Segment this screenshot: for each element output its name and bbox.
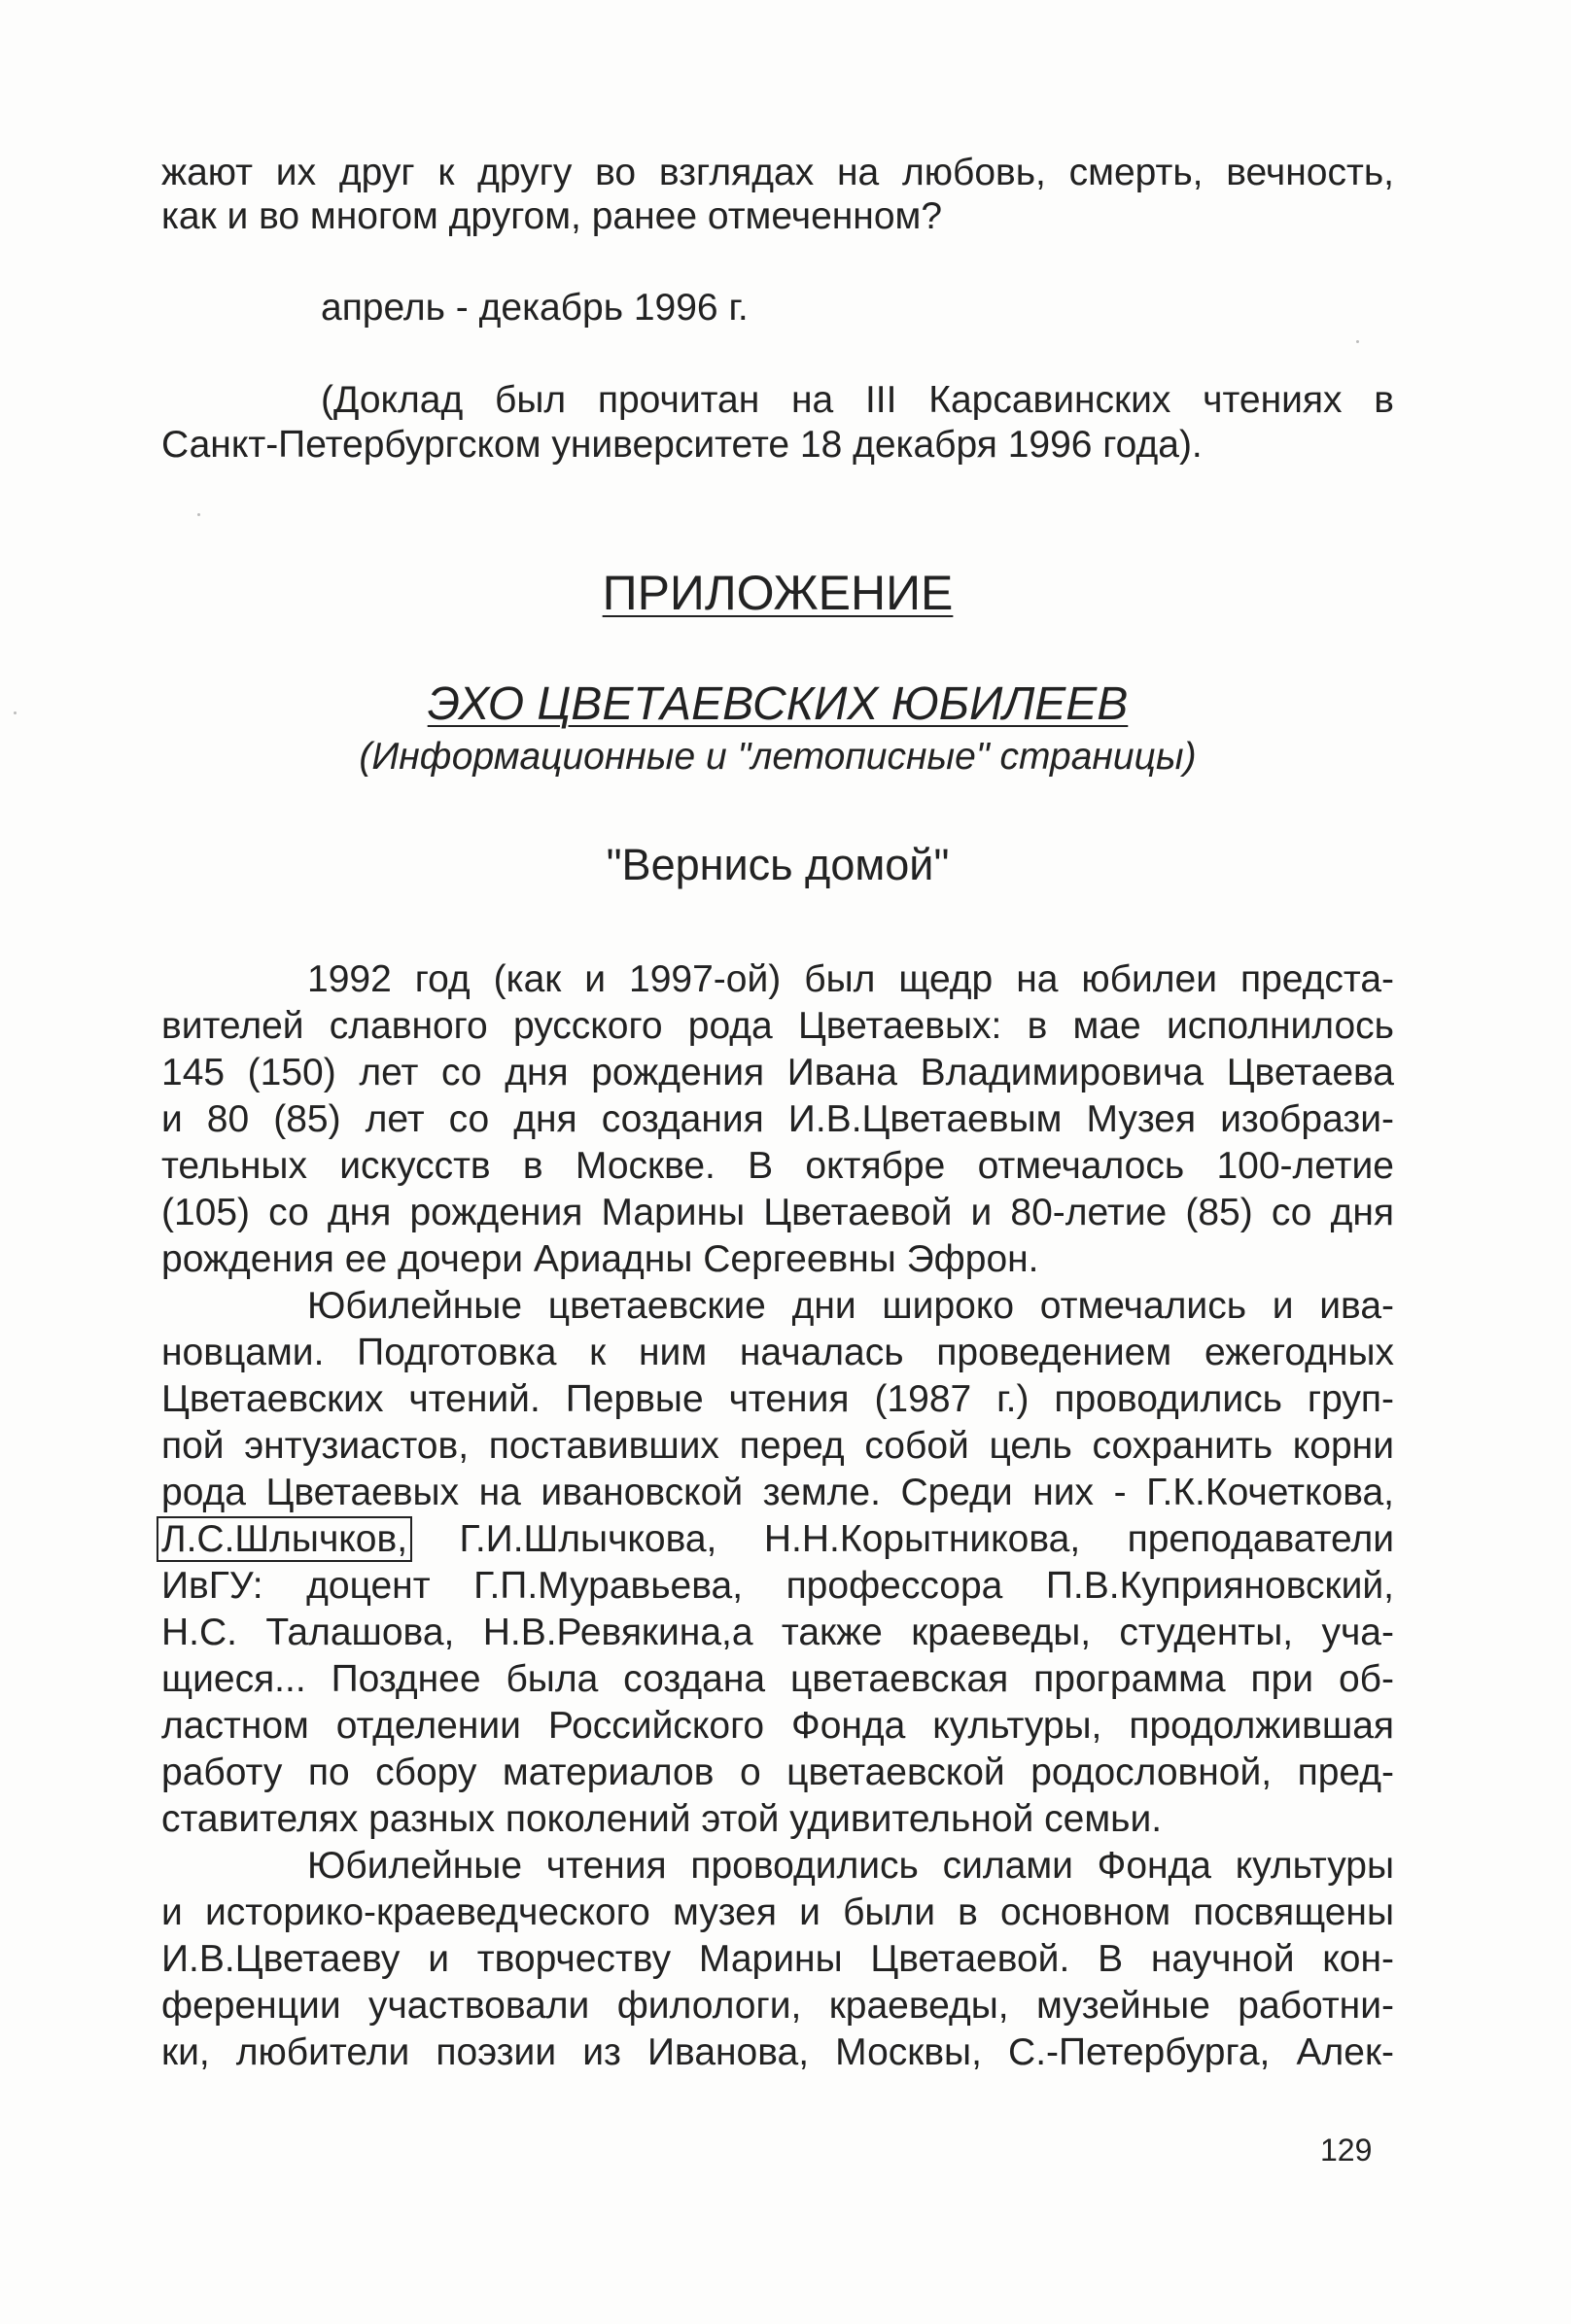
note-line-2: Санкт-Петербургском университете 18 декабря 1996 года). — [161, 424, 1203, 466]
appendix-title: ПРИЛОЖЕНИЕ — [602, 566, 954, 620]
para1-line-1: 1992 год (как и 1997-ой) был щедр на юбилеи предста- — [307, 958, 1394, 1000]
intro-line-1: жают их друг к другу во взглядах на любовь, смерть, вечность, — [161, 152, 1394, 193]
para2-line-3: Цветаевских чтений. Первые чтения (1987 г.) проводились груп- — [161, 1378, 1394, 1420]
para1-line-3: 145 (150) лет со дня рождения Ивана Владимировича Цветаева — [161, 1052, 1394, 1093]
para2-line-10: ластном отделении Российского Фонда культуры, продолжившая — [161, 1705, 1394, 1747]
page-number: 129 — [1320, 2133, 1373, 2168]
section-subtitle: (Информационные и "летописные" страницы) — [359, 736, 1197, 778]
para2-line-2: новцами. Подготовка к ним началась проведением ежегодных — [161, 1332, 1394, 1373]
para2-line-11: работу по сбору материалов о цветаевской родословной, пред- — [161, 1752, 1394, 1793]
para1-line-4: и 80 (85) лет со дня создания И.В.Цветаевым Музея изобрази- — [161, 1098, 1394, 1140]
para2-line-7: ИвГУ: доцент Г.П.Муравьева, профессора П.В.Куприяновский, — [161, 1565, 1394, 1607]
para1-line-5: тельных искусств в Москве. В октябре отмечалось 100-летие — [161, 1145, 1394, 1187]
para2-line-9: щиеся... Позднее была создана цветаевская программа при об- — [161, 1658, 1394, 1700]
para2-line-4: пой энтузиастов, поставивших перед собой цель сохранить корни — [161, 1425, 1394, 1467]
para3-line-2: и историко-краеведческого музея и были в основном посвящены — [161, 1891, 1394, 1933]
section-title: ЭХО ЦВЕТАЕВСКИХ ЮБИЛЕЕВ — [427, 678, 1129, 730]
para2-line-6-rest: Г.И.Шлычкова, Н.Н.Корытникова, преподаватели — [412, 1518, 1394, 1560]
scan-speck — [14, 711, 17, 714]
para2-line-12: ставителях разных поколений этой удивительной семьи. — [161, 1798, 1163, 1840]
scan-speck — [197, 513, 200, 516]
article-title: "Вернись домой" — [606, 840, 950, 889]
para3-line-5: ки, любители поэзии из Иванова, Москвы, С.-Петербурга, Алек- — [161, 2031, 1394, 2073]
para2-line-8: Н.С. Талашова, Н.В.Ревякина,а также краеведы, студенты, уча- — [161, 1612, 1394, 1653]
scan-speck — [1356, 340, 1359, 343]
para2-line-5: рода Цветаевых на ивановской земле. Среди них - Г.К.Кочеткова, — [161, 1472, 1394, 1513]
note-line-1: (Доклад был прочитан на III Карсавинских чтениях в — [321, 379, 1394, 421]
para3-line-4: ференции участвовали филологи, краеведы, музейные работни- — [161, 1985, 1394, 2027]
para3-line-3: И.В.Цветаеву и творчеству Марины Цветаевой. В научной кон- — [161, 1938, 1394, 1980]
para1-line-7: рождения ее дочери Ариадны Сергеевны Эфрон. — [161, 1238, 1039, 1280]
para2-line-6 — [161, 1516, 1394, 1563]
para1-line-2: вителей славного русского рода Цветаевых: в мае исполнилось — [161, 1005, 1394, 1047]
para1-line-6: (105) со дня рождения Марины Цветаевой и 80-летие (85) со дня — [161, 1192, 1394, 1233]
date-line: апрель - декабрь 1996 г. — [321, 287, 749, 329]
boxed-name: Л.С.Шлычков, — [157, 1516, 412, 1562]
intro-line-2: как и во многом другом, ранее отмеченном? — [161, 195, 943, 237]
para2-line-1: Юбилейные цветаевские дни широко отмечались и ива- — [307, 1285, 1394, 1327]
para3-line-1: Юбилейные чтения проводились силами Фонда культуры — [307, 1845, 1394, 1887]
